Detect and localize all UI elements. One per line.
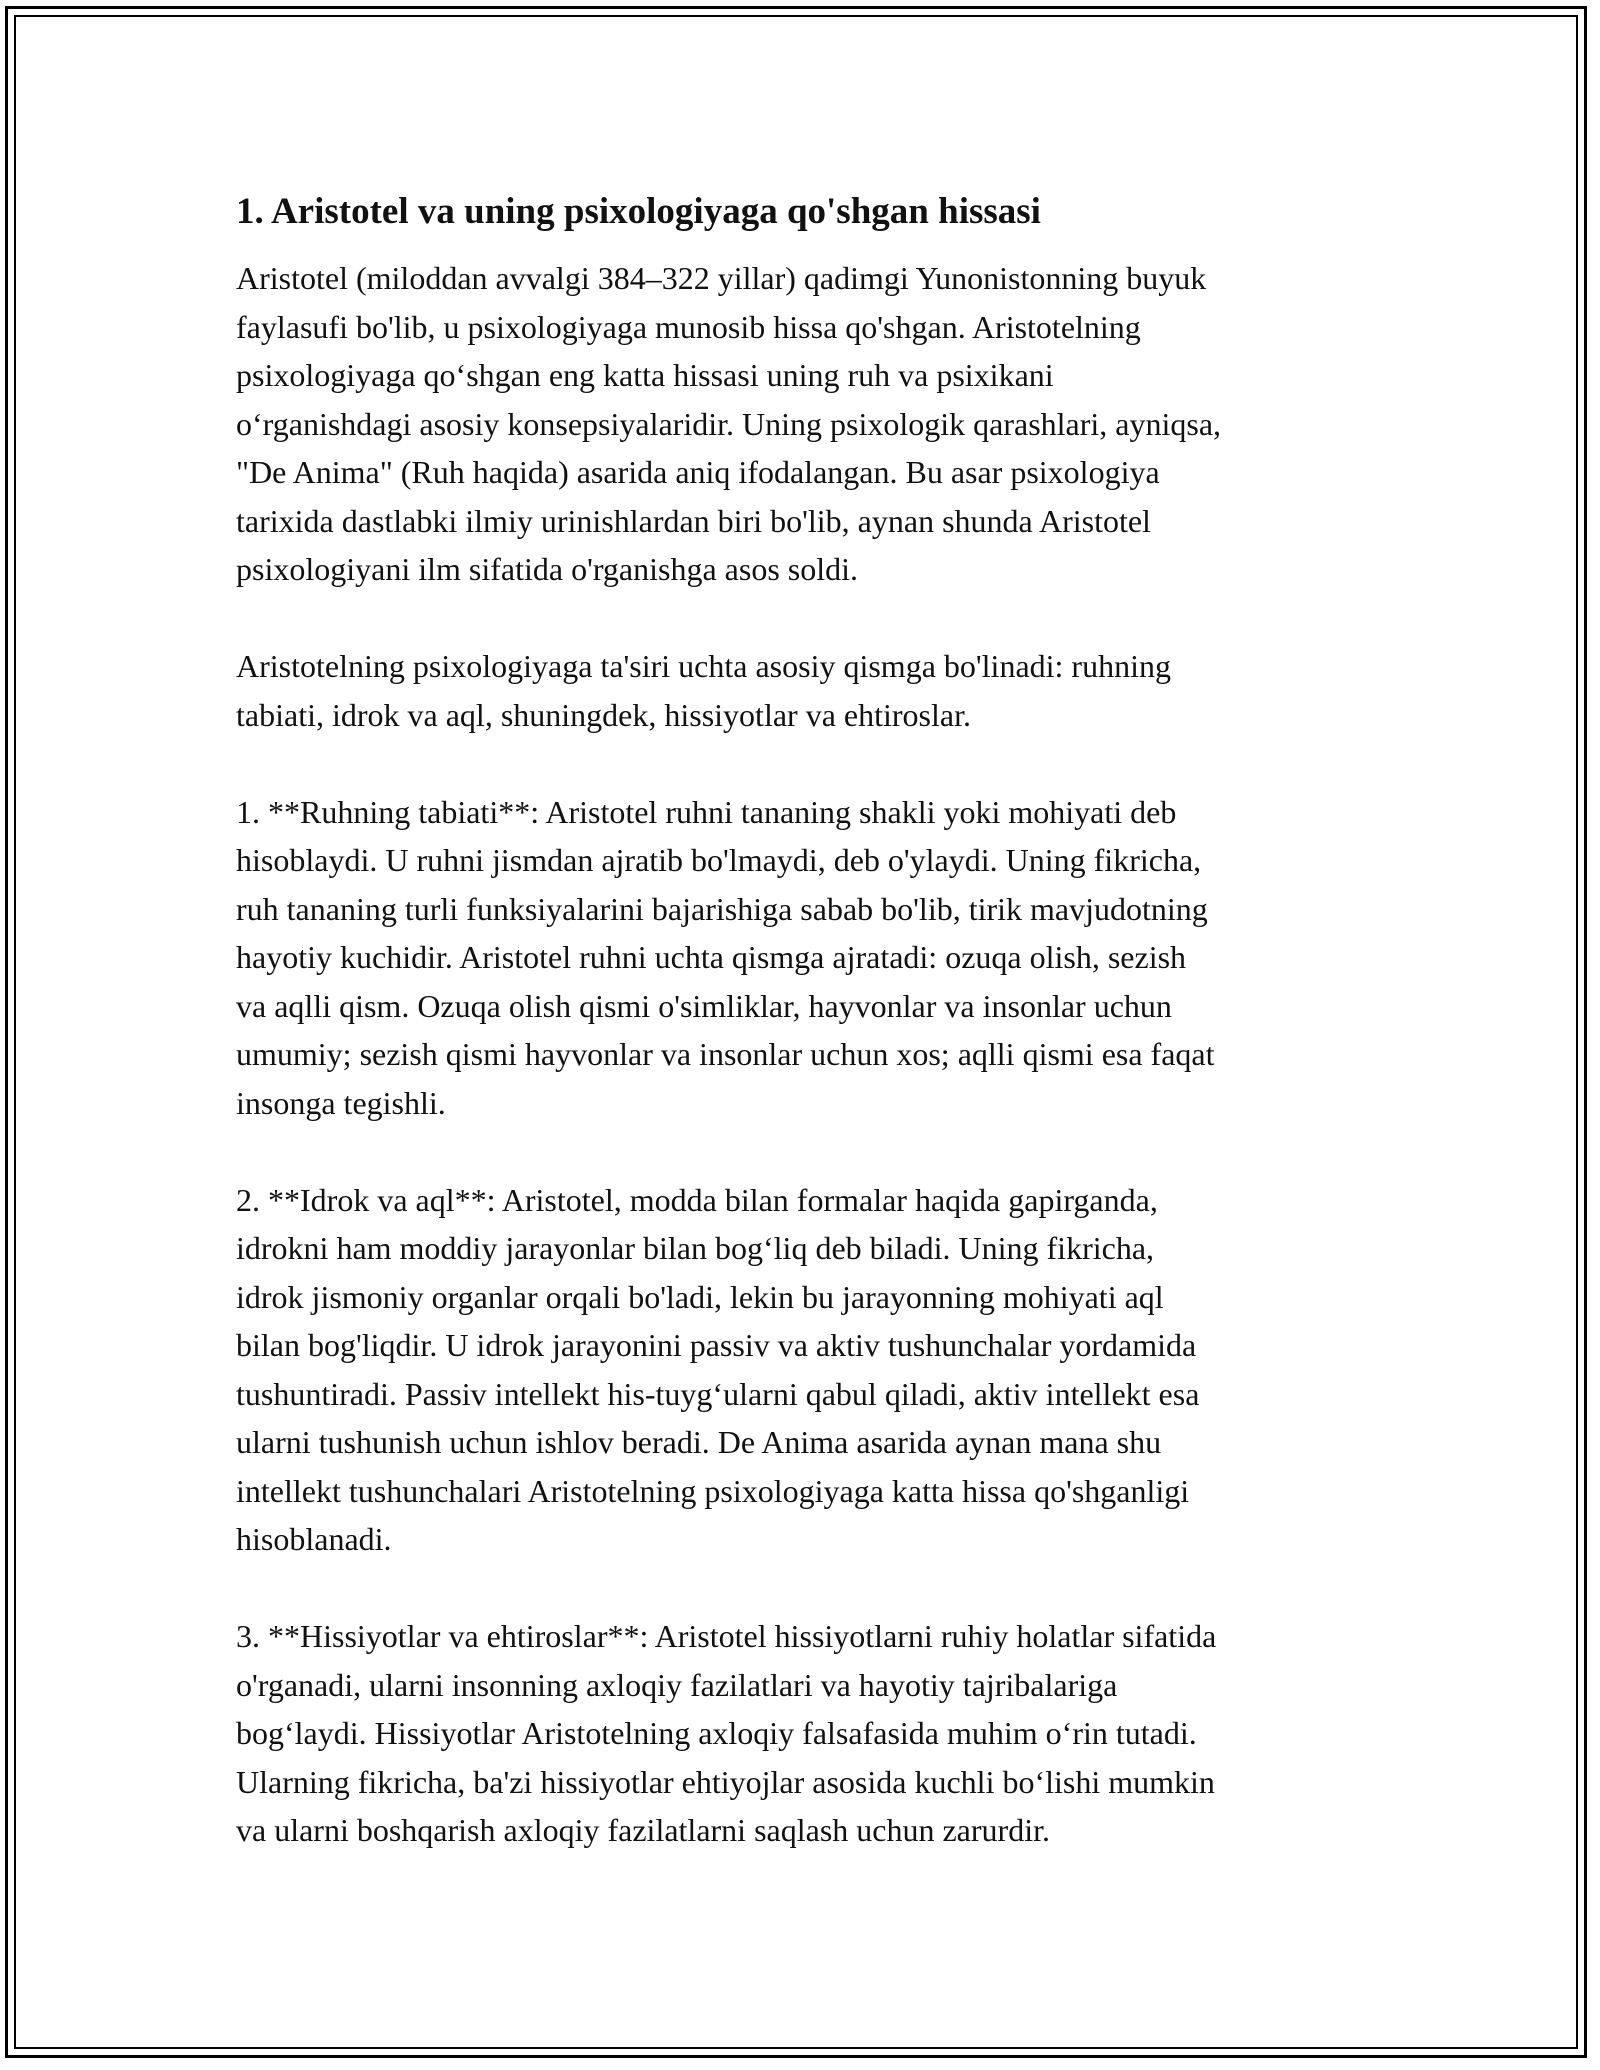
- point-1-paragraph: 1. **Ruhning tabiati**: Aristotel ruhni tananing shakli yoki mohiyati deb hisoblaydi. U ruhni jismdan ajratib bo'lmaydi, deb o'ylaydi. Uning fikricha, ruh tananing turli funksiyalarini bajarishiga sabab bo'lib, tirik mavjudotning hayotiy kuchidir. Aristotel ruhni uchta qismga ajratadi: ozuqa olish, sezish va aqlli qism. Ozuqa olish qismi o'simliklar, hayvonlar va insonlar uchun umumiy; sezish qismi hayvonlar va insonlar uchun xos; aqlli qismi esa faqat insonga tegishli.: [236, 793, 1215, 1121]
- overview-paragraph: Aristotelning psixologiyaga ta'siri uchta asosiy qismga bo'linadi: ruhning tabiati, idrok va aql, shuningdek, hissiyotlar va ehtiroslar.: [236, 648, 1171, 733]
- point-3-paragraph: 3. **Hissiyotlar va ehtiroslar**: Aristotel hissiyotlarni ruhiy holatlar sifatida o'rganadi, ularni insonning axloqiy fazilatlari va hayotiy tajribalariga bog‘laydi. Hissiyotlar Aristotelning axloqiy falsafasida muhim o‘rin tutadi. Ularning fikricha, ba'zi hissiyotlar ehtiyojlar asosida kuchli bo‘lishi mumkin va ularni boshqarish axloqiy fazilatlarni saqlash uchun zarurdir.: [236, 1618, 1217, 1848]
- section-heading: 1. Aristotel va uning psixologiyaga qo'shgan hissasi: [236, 191, 1041, 232]
- document-body: [236, 188, 1386, 1903]
- point-2-paragraph: 2. **Idrok va aql**: Aristotel, modda bilan formalar haqida gapirganda, idrokni ham moddiy jarayonlar bilan bog‘liq deb biladi. Uning fikricha, idrok jismoniy organlar orqali bo'ladi, lekin bu jarayonning mohiyati aql bilan bog'liqdir. U idrok jarayonini passiv va aktiv tushunchalar yordamida tushuntiradi. Passiv intellekt his-tuyg‘ularni qabul qiladi, aktiv intellekt esa ularni tushunish uchun ishlov beradi. De Anima asarida aynan mana shu intellekt tushunchalari Aristotelning psixologiyaga katta hissa qo'shganligi hisoblanadi.: [236, 1181, 1200, 1557]
- intro-paragraph: Aristotel (miloddan avvalgi 384–322 yillar) qadimgi Yunonistonning buyuk faylasufi bo'lib, u psixologiyaga munosib hissa qo'shgan. Aristotelning psixologiyaga qo‘shgan eng katta hissasi uning ruh va psixikani o‘rganishdagi asosiy konsepsiyalaridir. Uning psixologik qarashlari, ayniqsa, "De Anima" (Ruh haqida) asarida aniq ifodalangan. Bu asar psixologiya tarixida dastlabki ilmiy urinishlardan biri bo'lib, aynan shunda Aristotel psixologiyani ilm sifatida o'rganishga asos soldi.: [236, 260, 1222, 587]
